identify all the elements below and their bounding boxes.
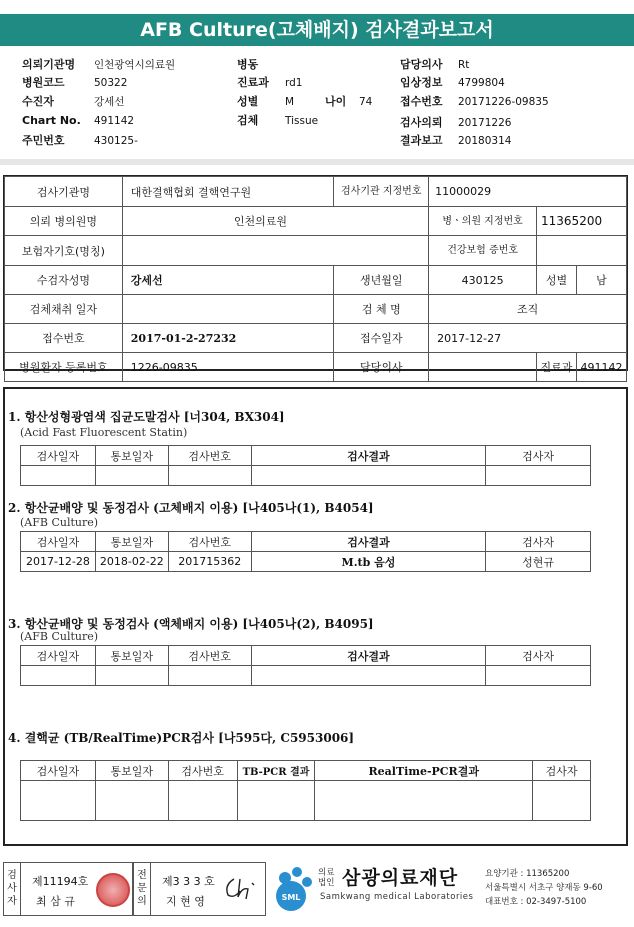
section-1-title: 1. 항산성형광염색 집균도말검사 [너304, BX304] [8, 410, 285, 424]
patient-info-table: 검사기관명 대한결핵협회 결핵연구원 검사기관 지정번호 11000029 의뢰 병의원명 인천의료원 병ㆍ의원 지정번호 11365200 보험자기호(명칭) 건강보험 증번호 수검자성명 강세선 생년월일 430125 성별 남 검체채취 일자 검 체 명 조직 접수번호 2017-01-2-27232 접수일자 2017-12-27 병원환자 등록번호 1226-09835 담당의사 진료과 491142 [4, 176, 627, 382]
section-3-subtitle: (AFB Culture) [20, 630, 99, 643]
section-1-subtitle: (Acid Fast Fluorescent Statin) [20, 426, 188, 439]
tester-vertical-label: 검사자 [7, 870, 17, 907]
tester-seal [96, 873, 130, 907]
report-header: 의뢰기관명 인천광역시의료원 병원코드 50322 수진자 강세선 Chart No. 491142 주민번호 430125- 병동 진료과 rd1 성별 M 나이 74 검체 Tissue 담당의사 Rt 임상정보 4799804 접수번호 20171226-09835 검사의뢰 20171226 결과보고 20180314 [22, 58, 549, 147]
tester-signature-box: 검사자 제11194호 최 삼 규 [3, 862, 133, 916]
section-4-title: 4. 결핵균 (TB/RealTime)PCR검사 [나595다, C5953006] [8, 731, 355, 745]
section-2-table: 검사일자 통보일자 검사번호 검사결과 검사자 2017-12-28 2018-02-22 201715362 M.tb 음성 성현규 [20, 531, 591, 572]
sml-logo-icon [271, 862, 317, 916]
header-divider [0, 159, 634, 165]
section-2-title: 2. 항산균배양 및 동정검사 (고체배지 이용) [나405나(1), B4054] [8, 501, 374, 515]
org-name: 삼광의료재단 [342, 867, 459, 889]
doctor-vertical-label: 전문의 [137, 870, 147, 907]
section-1-table: 검사일자 통보일자 검사번호 검사결과 검사자 [20, 445, 591, 486]
doctor-signature [222, 875, 258, 901]
section-3-title: 3. 항산균배양 및 동정검사 (액체배지 이용) [나405나(2), B4095] [8, 617, 374, 631]
svg-text:SML: SML [281, 893, 301, 902]
table-row: 2017-12-28 2018-02-22 201715362 M.tb 음성 성현규 [21, 552, 591, 572]
section-2-subtitle: (AFB Culture) [20, 516, 99, 529]
footer: 검사자 제11194호 최 삼 규 전문의 제3 3 3 호 지 현 영 SML 의료법인 삼광의료재단 Samkwang medical Laboratories 요양기관 : 11365200 서울특별시 서초구 양재동 9-60 대표번호 : 02-3497-5100 [0, 860, 634, 920]
doctor-signature-box: 전문의 제3 3 3 호 지 현 영 [133, 862, 266, 916]
section-3-table: 검사일자 통보일자 검사번호 검사결과 검사자 [20, 645, 591, 686]
section-4-table: 검사일자 통보일자 검사번호 TB-PCR 결과 RealTime-PCR결과 검사자 [20, 760, 591, 821]
report-title: AFB Culture(고체배지) 검사결과보고서 [0, 14, 634, 46]
